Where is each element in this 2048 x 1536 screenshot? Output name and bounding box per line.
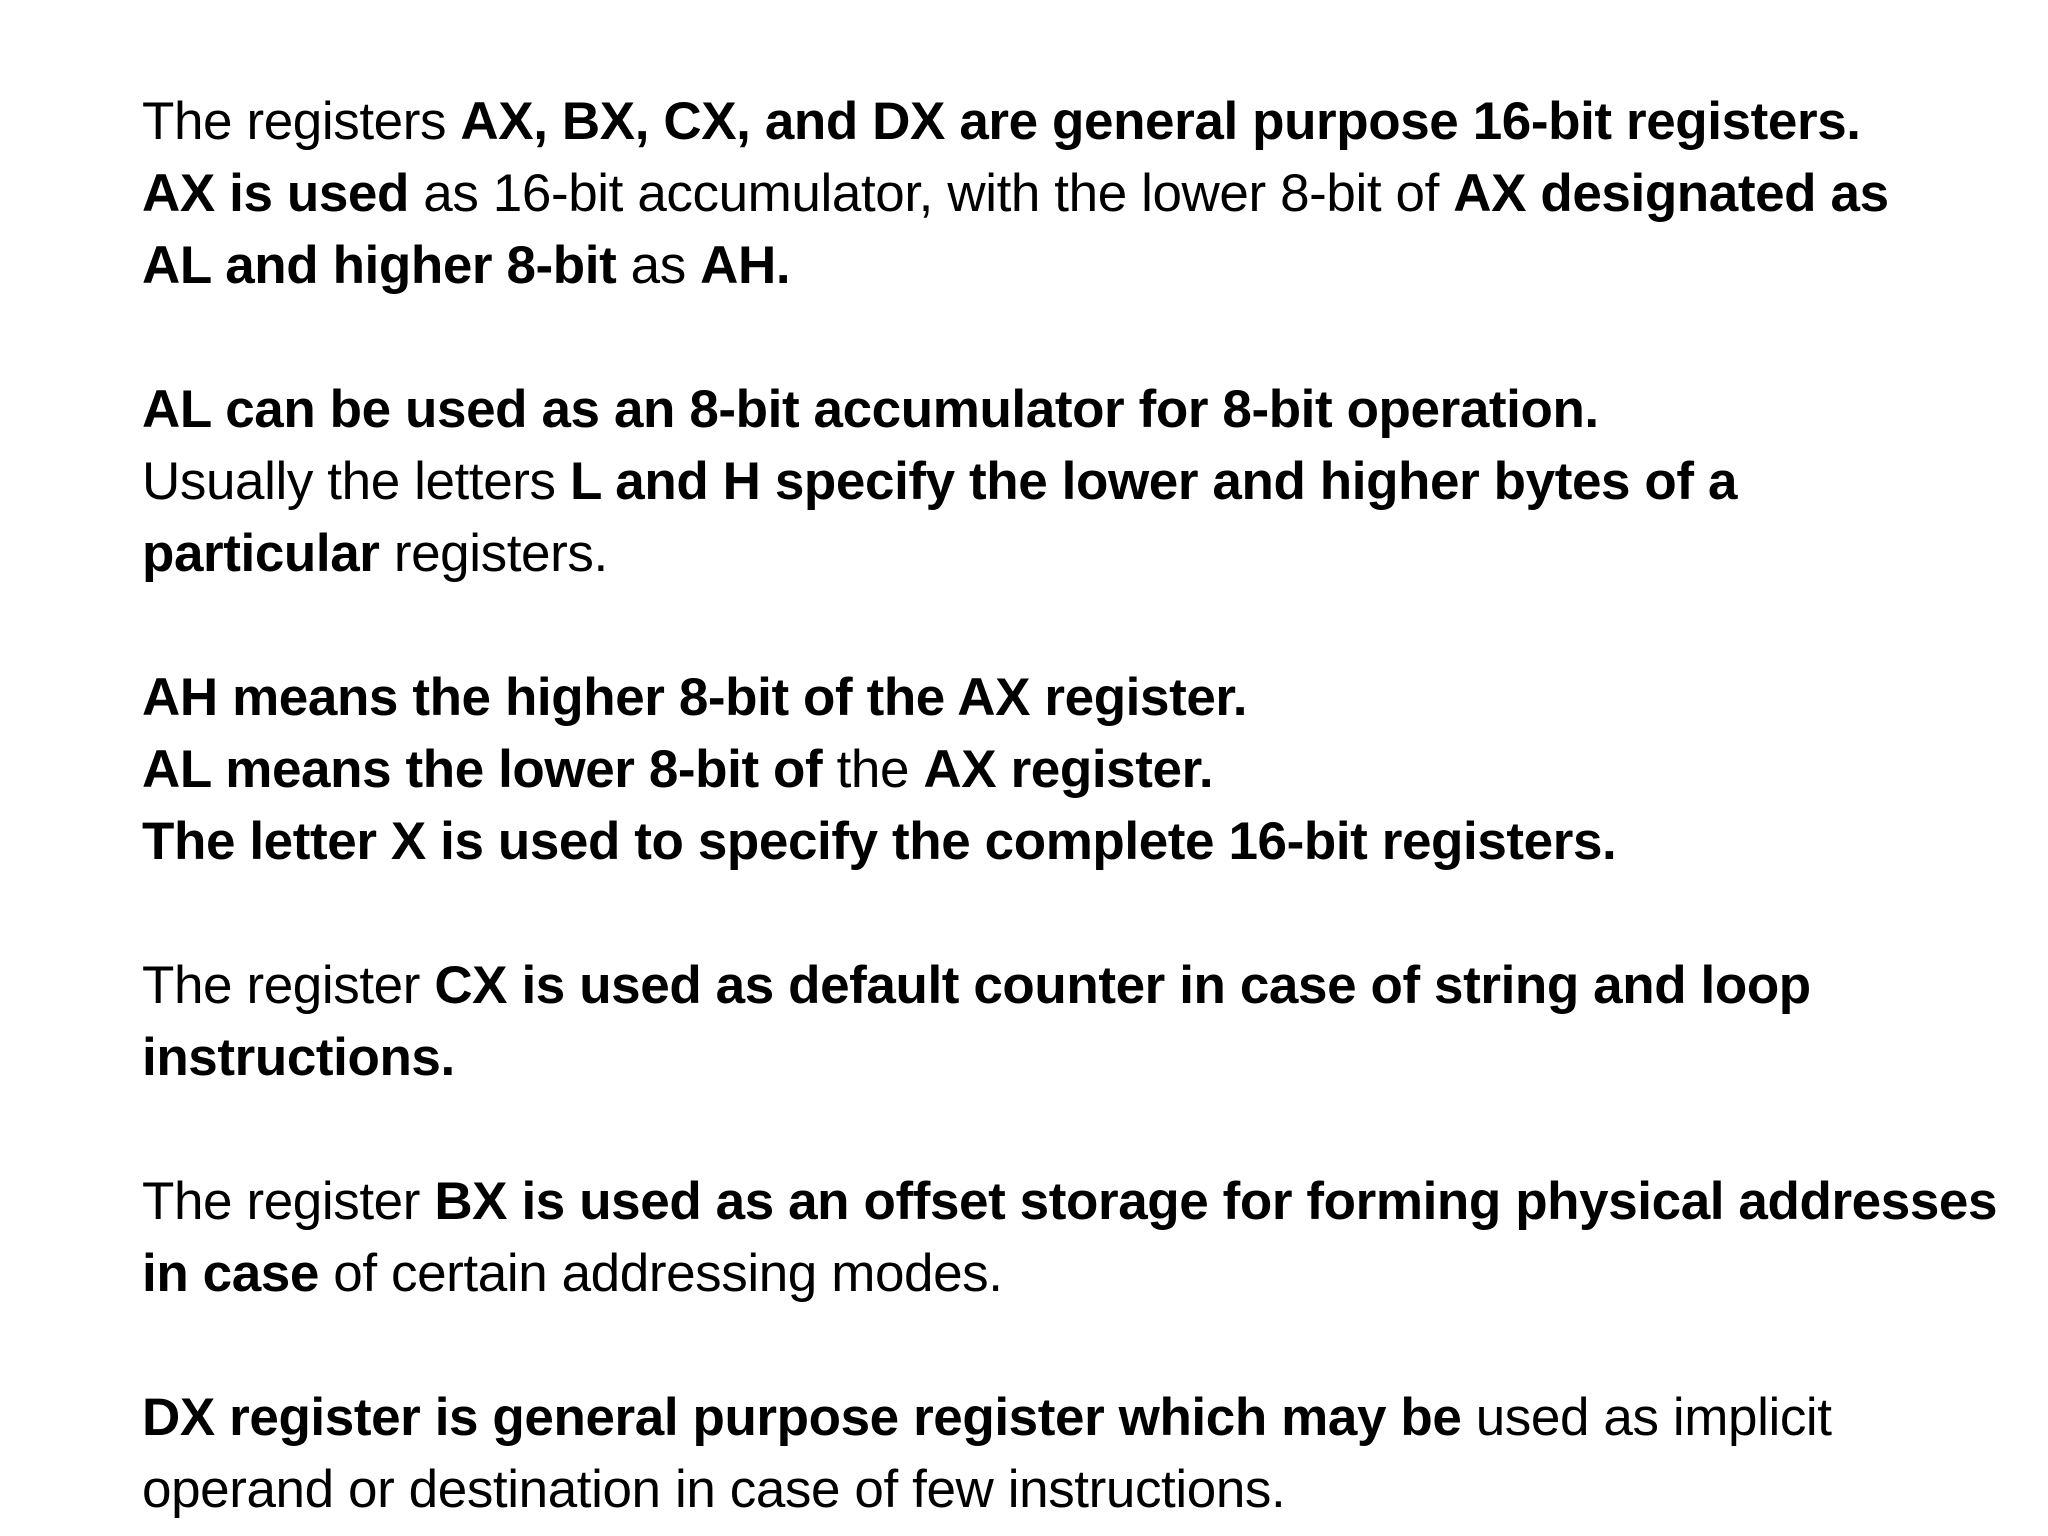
regular-text: The register [142,1172,435,1231]
paragraph-5 [142,1166,2022,1310]
bold-text: AH. [700,236,791,295]
paragraph-2 [142,374,2022,590]
bold-text: AL and higher 8-bit [142,236,617,295]
text-line [142,518,2022,590]
bold-text: The letter X is used to specify the complete 16-bit registers. [142,812,1617,871]
text-line [142,1454,2022,1526]
text-line [142,1382,2022,1454]
text-line [142,158,2022,230]
regular-text: The register [142,956,435,1015]
bold-text: AH means the higher 8-bit of the AX register. [142,668,1248,727]
regular-text: of certain addressing modes. [318,1244,1003,1303]
text-line [142,734,2022,806]
bold-text: AX designated as [1453,164,1889,223]
text-line [142,446,2022,518]
paragraph-3 [142,662,2022,878]
bold-text: DX register is general purpose register which may be [142,1388,1462,1447]
bold-text: L and H specify the lower and higher bytes of a [569,452,1738,511]
text-line [142,374,2022,446]
regular-text: the [822,740,924,799]
bold-text: AL can be used as an 8-bit accumulator for 8-bit operation. [142,380,1599,439]
text-line [142,662,2022,734]
bold-text: AX register. [923,740,1214,799]
bold-text: AX, BX, CX, and DX are general purpose 16-bit registers. [460,92,1861,151]
text-line [142,806,2022,878]
regular-text: registers. [379,524,608,583]
bold-text: AL means the lower 8-bit of [142,740,823,799]
regular-text: The registers [142,92,461,151]
bold-text: CX is used as default counter in case of string and loop [434,956,1811,1015]
bold-text: in case [142,1244,319,1303]
text-line [142,86,2022,158]
bold-text: instructions. [142,1028,455,1087]
text-line [142,1022,2022,1094]
paragraph-1 [142,86,2022,302]
paragraph-4 [142,950,2022,1094]
bold-text: BX is used as an offset storage for forming physical addresses [434,1172,1998,1231]
regular-text: used as implicit [1461,1388,1832,1447]
regular-text: Usually the letters [142,452,570,511]
regular-text: operand or destination in case of few instructions. [142,1460,1286,1519]
bold-text: AX is used [142,164,409,223]
text-line [142,950,2022,1022]
document-body [142,86,2022,1526]
text-line [142,1238,2022,1310]
paragraph-6 [142,1382,2022,1526]
text-line [142,230,2022,302]
bold-text: particular [142,524,380,583]
regular-text: as [616,236,701,295]
text-line [142,1166,2022,1238]
regular-text: as 16-bit accumulator, with the lower 8-bit of [408,164,1454,223]
